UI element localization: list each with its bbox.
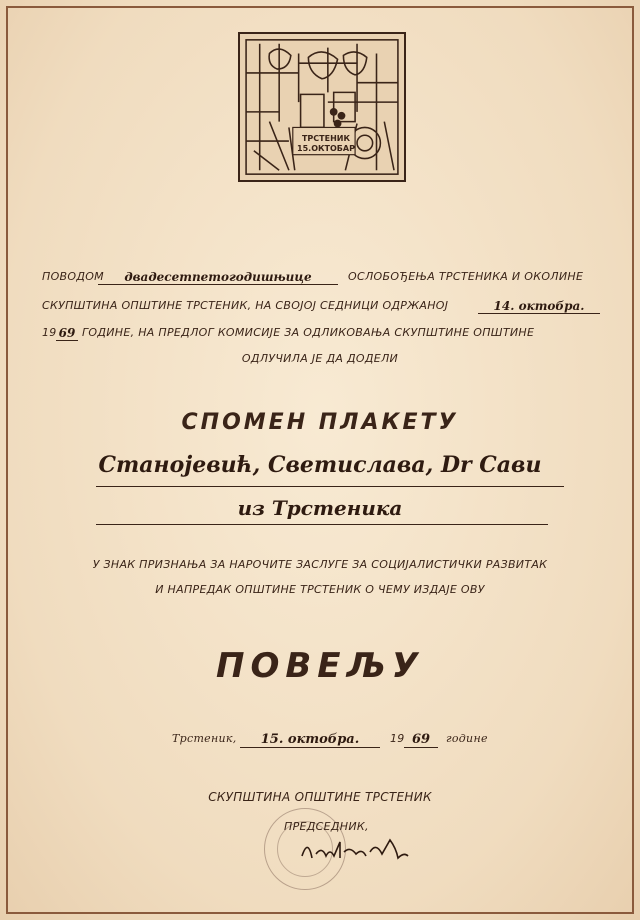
trstenik-emblem bbox=[238, 32, 406, 182]
recipient-underline bbox=[96, 486, 564, 487]
session-date-fill: 14. октобра. bbox=[478, 299, 600, 314]
year-fill: 69 bbox=[56, 326, 78, 341]
emblem-caption-line2: 15.ОКТОБАР bbox=[297, 144, 355, 153]
issue-year-suffix: године bbox=[446, 732, 488, 745]
president-label: ПРЕДСЕДНИК, bbox=[284, 820, 369, 833]
body-line-1-prefix: ПОВОДОМ bbox=[42, 270, 104, 283]
body-line-2-prefix: СКУПШТИНА ОПШТИНЕ ТРСТЕНИК, НА СВОЈОЈ СЕДНИЦИ ОДРЖАНОЈ bbox=[42, 299, 449, 312]
reason-line-2: И НАПРЕДАК ОПШТИНЕ ТРСТЕНИК О ЧЕМУ ИЗДАЈЕ ОВУ bbox=[155, 583, 485, 596]
reason-line-1: У ЗНАК ПРИЗНАЊА ЗА НАРОЧИТЕ ЗАСЛУГЕ ЗА СОЦИЈАЛИСТИЧКИ РАЗВИТАК bbox=[92, 558, 548, 571]
issuer-name: СКУПШТИНА ОПШТИНЕ ТРСТЕНИК bbox=[208, 790, 432, 804]
issue-year-prefix: 19 bbox=[390, 732, 405, 745]
charter-title: ПОВЕЉУ bbox=[216, 646, 424, 686]
issue-day: 15. октобра. bbox=[240, 732, 380, 748]
emblem-caption-line1: ТРСТЕНИК bbox=[301, 134, 351, 143]
recipient-name: Станојевић, Светислава, Dr Сави bbox=[98, 452, 542, 478]
emblem-mosaic-icon bbox=[240, 34, 404, 180]
issue-place: Трстеник, bbox=[172, 732, 237, 745]
award-title: СПОМЕН ПЛАКЕТУ bbox=[181, 410, 459, 435]
year-prefix: 19 bbox=[42, 326, 57, 339]
occasion-fill: двадесетпетогодишњице bbox=[98, 270, 338, 285]
emblem-caption bbox=[296, 134, 356, 154]
body-line-4: ОДЛУЧИЛА ЈЕ ДА ДОДЕЛИ bbox=[241, 352, 399, 365]
body-line-3-suffix: ГОДИНЕ, НА ПРЕДЛОГ КОМИСИЈЕ ЗА ОДЛИКОВАЊА СКУПШТИНЕ ОПШТИНЕ bbox=[82, 326, 535, 339]
issue-year-fill: 69 bbox=[404, 732, 438, 748]
president-signature bbox=[300, 828, 410, 868]
place-underline bbox=[96, 524, 548, 525]
body-line-1-suffix: ОСЛОБОЂЕЊА ТРСТЕНИКА И ОКОЛИНЕ bbox=[348, 270, 584, 283]
recipient-place: из Трстеника bbox=[237, 496, 403, 520]
